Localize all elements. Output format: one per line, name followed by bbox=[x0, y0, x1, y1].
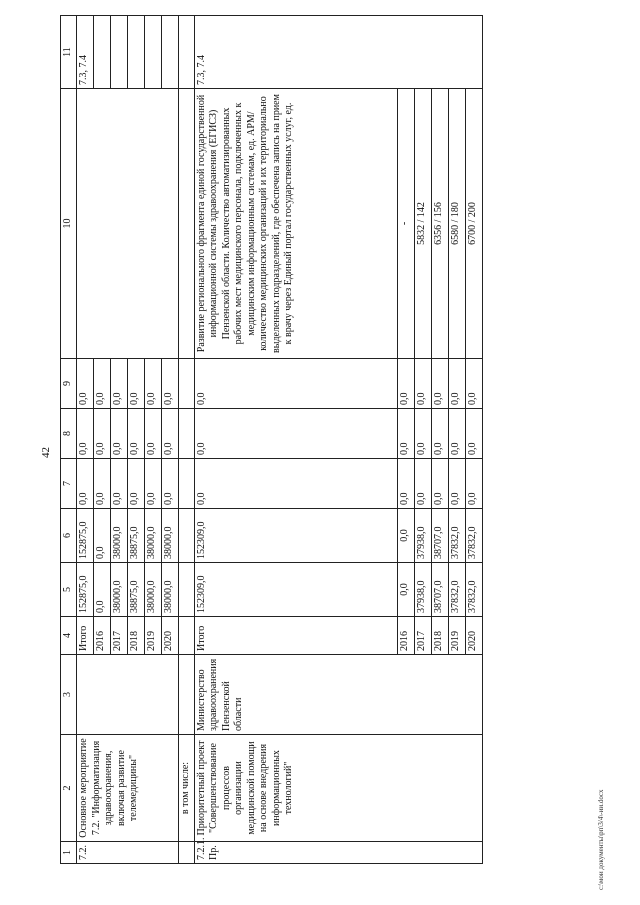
value-cell: 0,0 bbox=[94, 563, 111, 617]
col-num: 1 bbox=[61, 842, 77, 864]
value-cell: 152875,0 bbox=[77, 563, 94, 617]
reference-cell bbox=[94, 16, 111, 89]
value-cell: 0,0 bbox=[414, 409, 431, 459]
value-cell: 0,0 bbox=[397, 459, 414, 509]
indicator-cell bbox=[77, 89, 179, 359]
column-number-row bbox=[61, 16, 77, 864]
value-cell: 38707,0 bbox=[431, 563, 448, 617]
value-cell: 38707,0 bbox=[431, 509, 448, 563]
col-num: 10 bbox=[61, 89, 77, 359]
col-num: 3 bbox=[61, 655, 77, 735]
value-cell: 0,0 bbox=[128, 409, 145, 459]
value-cell: 38000,0 bbox=[162, 563, 179, 617]
table-row bbox=[179, 16, 195, 864]
year-cell: 2016 bbox=[94, 617, 111, 655]
value-cell: 0,0 bbox=[431, 359, 448, 409]
value-cell: 0,0 bbox=[465, 459, 482, 509]
year-cell: Итого bbox=[77, 617, 94, 655]
value-cell: 38875,0 bbox=[128, 509, 145, 563]
value-cell: 0,0 bbox=[397, 359, 414, 409]
program-table bbox=[60, 15, 483, 864]
col-num: 6 bbox=[61, 509, 77, 563]
reference-cell bbox=[145, 16, 162, 89]
measure-name: Основное мероприятие 7.2. "Информатизация здравоохранения, включая развитие телемедицины" bbox=[77, 735, 179, 842]
in-that-number-label: в том числе: bbox=[179, 735, 195, 842]
col-num: 9 bbox=[61, 359, 77, 409]
footer-path: c:\мои документы\рп\3/4\-ии.docx bbox=[597, 789, 605, 890]
rotated-page bbox=[60, 16, 483, 864]
executor: Министерство здравоохранения Пензенской области bbox=[194, 655, 482, 735]
year-cell: 2017 bbox=[414, 617, 431, 655]
value-cell: 0,0 bbox=[431, 409, 448, 459]
indicator-value: - bbox=[397, 89, 414, 359]
value-cell: 0,0 bbox=[448, 409, 465, 459]
value-cell: 38000,0 bbox=[145, 509, 162, 563]
value-cell: 0,0 bbox=[431, 459, 448, 509]
value-cell: 0,0 bbox=[94, 359, 111, 409]
value-cell: 0,0 bbox=[94, 409, 111, 459]
value-cell: 0,0 bbox=[162, 359, 179, 409]
value-cell: 0,0 bbox=[465, 409, 482, 459]
value-cell: 0,0 bbox=[77, 459, 94, 509]
value-cell: 37938,0 bbox=[414, 563, 431, 617]
value-cell: 0,0 bbox=[448, 359, 465, 409]
table-row bbox=[194, 16, 397, 864]
value-cell: 0,0 bbox=[448, 459, 465, 509]
value-cell: 0,0 bbox=[77, 359, 94, 409]
value-cell: 0,0 bbox=[128, 459, 145, 509]
year-cell: 2019 bbox=[448, 617, 465, 655]
value-cell: 37832,0 bbox=[448, 563, 465, 617]
year-cell: Итого bbox=[194, 617, 397, 655]
value-cell: 152309,0 bbox=[194, 563, 397, 617]
value-cell: 0,0 bbox=[128, 359, 145, 409]
row-number: 7.2.1. Пр. bbox=[194, 842, 482, 864]
value-cell: 37832,0 bbox=[448, 509, 465, 563]
reference-cell: 7.3, 7.4 bbox=[77, 16, 94, 89]
value-cell: 0,0 bbox=[77, 409, 94, 459]
value-cell: 0,0 bbox=[194, 359, 397, 409]
reference-cell bbox=[111, 16, 128, 89]
reference-cell: 7.3, 7.4 bbox=[194, 16, 482, 89]
value-cell: 0,0 bbox=[94, 509, 111, 563]
value-cell: 38000,0 bbox=[162, 509, 179, 563]
value-cell: 0,0 bbox=[162, 459, 179, 509]
value-cell: 0,0 bbox=[194, 409, 397, 459]
col-num: 11 bbox=[61, 16, 77, 89]
row-number: 7.2. bbox=[77, 842, 179, 864]
col-num: 8 bbox=[61, 409, 77, 459]
value-cell: 38000,0 bbox=[111, 509, 128, 563]
year-cell: 2019 bbox=[145, 617, 162, 655]
value-cell: 0,0 bbox=[111, 359, 128, 409]
indicator-value: 5832 / 142 bbox=[414, 89, 431, 359]
value-cell: 152309,0 bbox=[194, 509, 397, 563]
value-cell: 0,0 bbox=[194, 459, 397, 509]
value-cell: 0,0 bbox=[145, 459, 162, 509]
year-cell: 2018 bbox=[128, 617, 145, 655]
value-cell: 0,0 bbox=[414, 459, 431, 509]
value-cell: 38000,0 bbox=[145, 563, 162, 617]
page-number: 42 bbox=[40, 447, 52, 458]
value-cell: 0,0 bbox=[414, 359, 431, 409]
col-num: 5 bbox=[61, 563, 77, 617]
value-cell: 37832,0 bbox=[465, 563, 482, 617]
value-cell: 0,0 bbox=[145, 409, 162, 459]
value-cell: 0,0 bbox=[145, 359, 162, 409]
year-cell: 2020 bbox=[465, 617, 482, 655]
value-cell: 0,0 bbox=[465, 359, 482, 409]
col-num: 4 bbox=[61, 617, 77, 655]
value-cell: 0,0 bbox=[397, 509, 414, 563]
year-cell: 2017 bbox=[111, 617, 128, 655]
table-row bbox=[77, 16, 94, 864]
value-cell: 0,0 bbox=[397, 409, 414, 459]
value-cell: 0,0 bbox=[111, 409, 128, 459]
value-cell: 38875,0 bbox=[128, 563, 145, 617]
reference-cell bbox=[162, 16, 179, 89]
col-num: 2 bbox=[61, 735, 77, 842]
value-cell: 0,0 bbox=[94, 459, 111, 509]
indicator-value: 6356 / 156 bbox=[431, 89, 448, 359]
indicator-text: Развитие регионального фрагмента единой государственной информационной системы здравоохранения (ЕГИСЗ) Пензенской области. Количество автоматизированных рабочих мест медицинского персонала, подключенных к медицинским информационным системам, ед. АРМ/ количество медицинских организаций и их территориально выделенных подразделений, где обеспечена запись на прием к врачу через Единый портал государственных услуг, ед. bbox=[194, 89, 397, 359]
year-cell: 2016 bbox=[397, 617, 414, 655]
project-name: Приоритетный проект "Совершенствование процессов организации медицинской помощи на основе внедрения информационных технологий" bbox=[194, 735, 482, 842]
value-cell: 0,0 bbox=[162, 409, 179, 459]
value-cell: 37832,0 bbox=[465, 509, 482, 563]
reference-cell bbox=[128, 16, 145, 89]
indicator-value: 6700 / 200 bbox=[465, 89, 482, 359]
executor-cell bbox=[77, 655, 179, 735]
value-cell: 38000,0 bbox=[111, 563, 128, 617]
value-cell: 152875,0 bbox=[77, 509, 94, 563]
year-cell: 2018 bbox=[431, 617, 448, 655]
year-cell: 2020 bbox=[162, 617, 179, 655]
value-cell: 37938,0 bbox=[414, 509, 431, 563]
indicator-value: 6580 / 180 bbox=[448, 89, 465, 359]
value-cell: 0,0 bbox=[111, 459, 128, 509]
col-num: 7 bbox=[61, 459, 77, 509]
value-cell: 0,0 bbox=[397, 563, 414, 617]
